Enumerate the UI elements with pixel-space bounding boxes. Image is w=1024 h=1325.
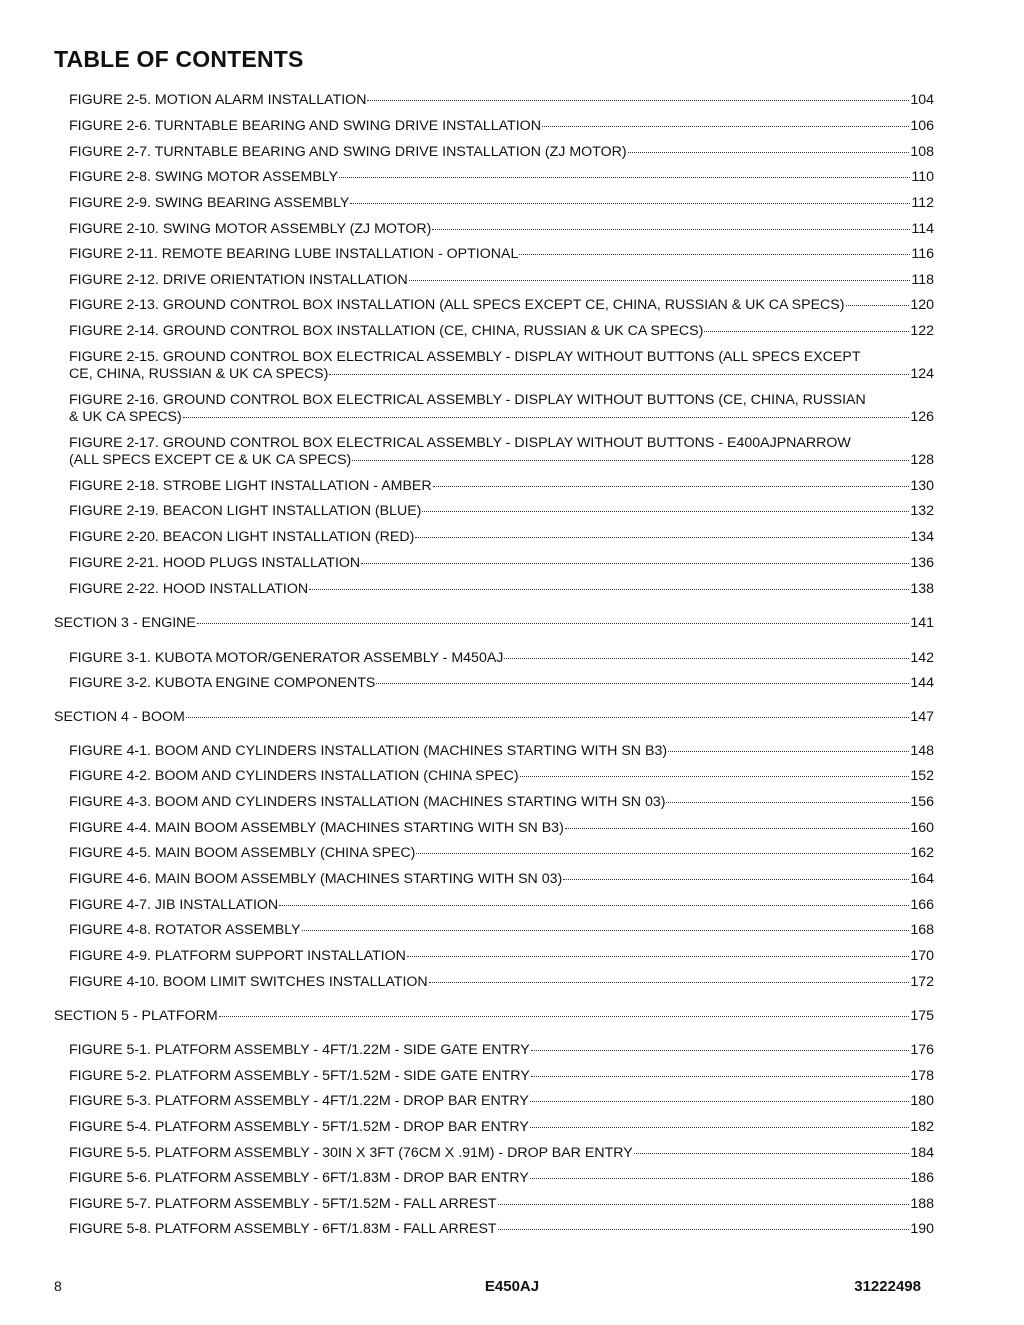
toc-entry-title: FIGURE 5-8. PLATFORM ASSEMBLY - 6FT/1.83M - FALL ARREST <box>69 1221 497 1237</box>
toc-figure-entry[interactable] <box>69 118 934 135</box>
dot-leader <box>376 683 909 684</box>
toc-entry-page: 190 <box>910 1221 934 1237</box>
footer-doc-number: 31222498 <box>854 1278 921 1295</box>
toc-entry-title: FIGURE 2-12. DRIVE ORIENTATION INSTALLATION <box>69 272 408 288</box>
toc-figure-entry[interactable] <box>69 675 934 692</box>
toc-entry-page: 106 <box>910 118 934 134</box>
toc-entry-title: FIGURE 4-3. BOOM AND CYLINDERS INSTALLATION (MACHINES STARTING WITH SN 03) <box>69 794 666 810</box>
toc-entry-page: 124 <box>910 366 934 382</box>
footer-model: E450AJ <box>484 1278 540 1295</box>
toc-entry-page: 118 <box>911 272 934 288</box>
toc-figure-entry[interactable] <box>69 92 934 109</box>
toc-figure-entry[interactable] <box>69 349 934 383</box>
toc-entry-page: 184 <box>910 1145 934 1161</box>
toc-figure-entry[interactable] <box>69 503 934 520</box>
toc-figure-entry[interactable] <box>69 743 934 760</box>
dot-leader <box>186 717 909 718</box>
dot-leader <box>183 417 910 418</box>
toc-entry-title: FIGURE 2-11. REMOTE BEARING LUBE INSTALLATION - OPTIONAL <box>69 246 519 262</box>
dot-leader <box>504 658 909 659</box>
toc-section-entry[interactable] <box>54 709 934 726</box>
toc-figure-entry[interactable] <box>69 246 934 263</box>
dot-leader <box>530 1127 909 1128</box>
toc-entry-title: FIGURE 2-21. HOOD PLUGS INSTALLATION <box>69 555 361 571</box>
toc-figure-entry[interactable] <box>69 581 934 598</box>
toc-entry-page: 178 <box>910 1068 934 1084</box>
toc-entry-title: FIGURE 5-1. PLATFORM ASSEMBLY - 4FT/1.22M - SIDE GATE ENTRY <box>69 1042 530 1058</box>
toc-entry-title: FIGURE 5-5. PLATFORM ASSEMBLY - 30IN X 3FT (76CM X .91M) - DROP BAR ENTRY <box>69 1145 633 1161</box>
footer-page-number: 8 <box>54 1278 62 1294</box>
toc-entry-page: 122 <box>910 323 934 339</box>
toc-entry-title: FIGURE 2-13. GROUND CONTROL BOX INSTALLATION (ALL SPECS EXCEPT CE, CHINA, RUSSIAN & UK CA SPECS) <box>69 297 845 313</box>
toc-entry-page: 134 <box>910 529 934 545</box>
toc-entry-page: 114 <box>911 221 934 237</box>
dot-leader <box>531 1050 910 1051</box>
toc-figure-entry[interactable] <box>69 392 934 426</box>
toc-entry-page: 182 <box>910 1119 934 1135</box>
dot-leader <box>352 460 909 461</box>
toc-entry-page: 172 <box>910 974 934 990</box>
toc-figure-entry[interactable] <box>69 1068 934 1085</box>
toc-figure-entry[interactable] <box>69 272 934 289</box>
toc-figure-entry[interactable] <box>69 845 934 862</box>
toc-entry-page: 110 <box>911 169 934 185</box>
toc-entry-page: 108 <box>910 144 934 160</box>
toc-entry-title: FIGURE 2-6. TURNTABLE BEARING AND SWING DRIVE INSTALLATION <box>69 118 541 134</box>
toc-figure-entry[interactable] <box>69 478 934 495</box>
toc-entry-title: FIGURE 4-8. ROTATOR ASSEMBLY <box>69 922 301 938</box>
toc-entry-page: 166 <box>910 897 934 913</box>
toc-entry-page: 168 <box>910 922 934 938</box>
page-title: TABLE OF CONTENTS <box>54 46 304 72</box>
dot-leader <box>704 331 909 332</box>
toc-entry-title: FIGURE 2-22. HOOD INSTALLATION <box>69 581 309 597</box>
dot-leader <box>329 374 909 375</box>
toc-entry-page: 175 <box>910 1008 934 1024</box>
toc-entry-title: FIGURE 2-18. STROBE LIGHT INSTALLATION - AMBER <box>69 478 432 494</box>
toc-figure-entry[interactable] <box>69 1221 934 1238</box>
toc-entry-title: CE, CHINA, RUSSIAN & UK CA SPECS) <box>69 366 329 382</box>
toc-entry-page: 142 <box>910 650 934 666</box>
toc-entry-page: 112 <box>911 195 934 211</box>
toc-entry-title: FIGURE 3-1. KUBOTA MOTOR/GENERATOR ASSEMBLY - M450AJ <box>69 650 504 666</box>
toc-entry-title: FIGURE 5-4. PLATFORM ASSEMBLY - 5FT/1.52M - DROP BAR ENTRY <box>69 1119 529 1135</box>
dot-leader <box>409 280 911 281</box>
toc-figure-entry[interactable] <box>69 820 934 837</box>
toc-entry-title: SECTION 5 - PLATFORM <box>54 1008 218 1024</box>
dot-leader <box>309 589 909 590</box>
toc-entry-page: 180 <box>910 1093 934 1109</box>
toc-entry-page: 156 <box>910 794 934 810</box>
toc-entry-title-line: FIGURE 2-16. GROUND CONTROL BOX ELECTRICAL ASSEMBLY - DISPLAY WITHOUT BUTTONS (CE, CHINA, RUSSIAN <box>69 392 866 408</box>
toc-entry-page: 152 <box>910 768 934 784</box>
toc-entry-page: 130 <box>910 478 934 494</box>
dot-leader <box>628 152 910 153</box>
toc-figure-entry[interactable] <box>69 323 934 340</box>
toc-entry-title-line: FIGURE 2-17. GROUND CONTROL BOX ELECTRICAL ASSEMBLY - DISPLAY WITHOUT BUTTONS - E400AJPNARROW <box>69 435 851 451</box>
dot-leader <box>361 563 909 564</box>
toc-section-entry[interactable] <box>54 615 934 632</box>
dot-leader <box>350 203 910 204</box>
toc-figure-entry[interactable] <box>69 1196 934 1213</box>
toc-entry-title: FIGURE 3-2. KUBOTA ENGINE COMPONENTS <box>69 675 376 691</box>
dot-leader <box>433 486 910 487</box>
toc-entry-title: FIGURE 5-2. PLATFORM ASSEMBLY - 5FT/1.52M - SIDE GATE ENTRY <box>69 1068 530 1084</box>
toc-entry-title: FIGURE 4-7. JIB INSTALLATION <box>69 897 279 913</box>
dot-leader <box>339 177 910 178</box>
toc-figure-entry[interactable] <box>69 1170 934 1187</box>
toc-figure-entry[interactable] <box>69 195 934 212</box>
toc-entry-title: FIGURE 4-1. BOOM AND CYLINDERS INSTALLATION (MACHINES STARTING WITH SN B3) <box>69 743 668 759</box>
toc-entry-page: 120 <box>910 297 934 313</box>
dot-leader <box>407 956 909 957</box>
toc-entry-title: FIGURE 2-9. SWING BEARING ASSEMBLY <box>69 195 350 211</box>
toc-figure-entry[interactable] <box>69 974 934 991</box>
toc-figure-entry[interactable] <box>69 555 934 572</box>
toc-entry-page: 162 <box>910 845 934 861</box>
toc-entry-page: 144 <box>910 675 934 691</box>
toc-entry-page: 188 <box>910 1196 934 1212</box>
toc-entry-title: FIGURE 4-6. MAIN BOOM ASSEMBLY (MACHINES STARTING WITH SN 03) <box>69 871 563 887</box>
toc-figure-entry[interactable] <box>69 1119 934 1136</box>
toc-figure-entry[interactable] <box>69 435 934 469</box>
toc-entry-title: FIGURE 2-14. GROUND CONTROL BOX INSTALLATION (CE, CHINA, RUSSIAN & UK CA SPECS) <box>69 323 704 339</box>
toc-entry-title: FIGURE 2-19. BEACON LIGHT INSTALLATION (BLUE) <box>69 503 422 519</box>
toc-entry-title: SECTION 3 - ENGINE <box>54 615 196 631</box>
dot-leader <box>415 537 909 538</box>
toc-figure-entry[interactable] <box>69 1093 934 1110</box>
toc-figure-entry[interactable] <box>69 221 934 238</box>
toc-figure-entry[interactable] <box>69 297 934 314</box>
toc-figure-entry[interactable] <box>69 922 934 939</box>
toc-figure-entry[interactable] <box>69 794 934 811</box>
dot-leader <box>498 1229 910 1230</box>
toc-entry-page: 128 <box>910 452 934 468</box>
dot-leader <box>846 305 910 306</box>
toc-entry-title: FIGURE 5-7. PLATFORM ASSEMBLY - 5FT/1.52M - FALL ARREST <box>69 1196 497 1212</box>
toc-entry-page: 141 <box>910 615 934 631</box>
toc-section-entry[interactable] <box>54 1008 934 1025</box>
toc-entry-page: 164 <box>910 871 934 887</box>
dot-leader <box>634 1153 910 1154</box>
toc-figure-entry[interactable] <box>69 650 934 667</box>
toc-entry-page: 176 <box>910 1042 934 1058</box>
dot-leader <box>531 1076 910 1077</box>
dot-leader <box>279 905 909 906</box>
toc-figure-entry[interactable] <box>69 529 934 546</box>
dot-leader <box>530 1178 909 1179</box>
toc-figure-entry[interactable] <box>69 169 934 186</box>
toc-entry-title: FIGURE 2-20. BEACON LIGHT INSTALLATION (RED) <box>69 529 415 545</box>
toc-entry-title: FIGURE 4-5. MAIN BOOM ASSEMBLY (CHINA SPEC) <box>69 845 416 861</box>
toc-figure-entry[interactable] <box>69 768 934 785</box>
toc-entry-page: 132 <box>910 503 934 519</box>
toc-figure-entry[interactable] <box>69 897 934 914</box>
toc-entry-title: FIGURE 4-2. BOOM AND CYLINDERS INSTALLATION (CHINA SPEC) <box>69 768 519 784</box>
dot-leader <box>367 100 909 101</box>
toc-figure-entry[interactable] <box>69 948 934 965</box>
toc-entry-page: 148 <box>910 743 934 759</box>
dot-leader <box>422 511 909 512</box>
toc-entry-title: & UK CA SPECS) <box>69 409 182 425</box>
toc-figure-entry[interactable] <box>69 1042 934 1059</box>
dot-leader <box>563 879 909 880</box>
toc-entry-page: 147 <box>910 709 934 725</box>
toc-entry-title: FIGURE 2-10. SWING MOTOR ASSEMBLY (ZJ MOTOR) <box>69 221 432 237</box>
dot-leader <box>429 982 910 983</box>
dot-leader <box>530 1101 909 1102</box>
toc-entry-title: FIGURE 4-4. MAIN BOOM ASSEMBLY (MACHINES STARTING WITH SN B3) <box>69 820 564 836</box>
dot-leader <box>197 623 909 624</box>
toc-entry-title-line: FIGURE 2-15. GROUND CONTROL BOX ELECTRICAL ASSEMBLY - DISPLAY WITHOUT BUTTONS (ALL SPECS EXCEPT <box>69 349 861 365</box>
dot-leader <box>416 853 909 854</box>
toc-entry-page: 116 <box>911 246 934 262</box>
toc-entry-title: FIGURE 2-7. TURNTABLE BEARING AND SWING DRIVE INSTALLATION (ZJ MOTOR) <box>69 144 627 160</box>
dot-leader <box>519 254 910 255</box>
toc-entry-title: SECTION 4 - BOOM <box>54 709 185 725</box>
toc-entry-title: FIGURE 2-8. SWING MOTOR ASSEMBLY <box>69 169 339 185</box>
dot-leader <box>302 930 910 931</box>
dot-leader <box>219 1016 910 1017</box>
dot-leader <box>520 776 910 777</box>
toc-figure-entry[interactable] <box>69 1145 934 1162</box>
toc-entry-title: FIGURE 4-9. PLATFORM SUPPORT INSTALLATION <box>69 948 406 964</box>
toc-entry-title: FIGURE 5-6. PLATFORM ASSEMBLY - 6FT/1.83M - DROP BAR ENTRY <box>69 1170 529 1186</box>
toc-figure-entry[interactable] <box>69 144 934 161</box>
dot-leader <box>668 751 909 752</box>
toc-entry-page: 126 <box>910 409 934 425</box>
toc-entry-page: 104 <box>910 92 934 108</box>
toc-entry-page: 170 <box>910 948 934 964</box>
toc-figure-entry[interactable] <box>69 871 934 888</box>
toc-entry-title: FIGURE 2-5. MOTION ALARM INSTALLATION <box>69 92 367 108</box>
toc-entry-title: (ALL SPECS EXCEPT CE & UK CA SPECS) <box>69 452 352 468</box>
dot-leader <box>666 802 909 803</box>
toc-entry-page: 160 <box>910 820 934 836</box>
toc-entry-page: 186 <box>910 1170 934 1186</box>
dot-leader <box>432 229 910 230</box>
dot-leader <box>565 828 910 829</box>
dot-leader <box>542 126 909 127</box>
toc-entry-title: FIGURE 5-3. PLATFORM ASSEMBLY - 4FT/1.22M - DROP BAR ENTRY <box>69 1093 529 1109</box>
dot-leader <box>498 1204 910 1205</box>
toc-entry-page: 136 <box>910 555 934 571</box>
toc-entry-page: 138 <box>910 581 934 597</box>
toc-entry-title: FIGURE 4-10. BOOM LIMIT SWITCHES INSTALLATION <box>69 974 428 990</box>
